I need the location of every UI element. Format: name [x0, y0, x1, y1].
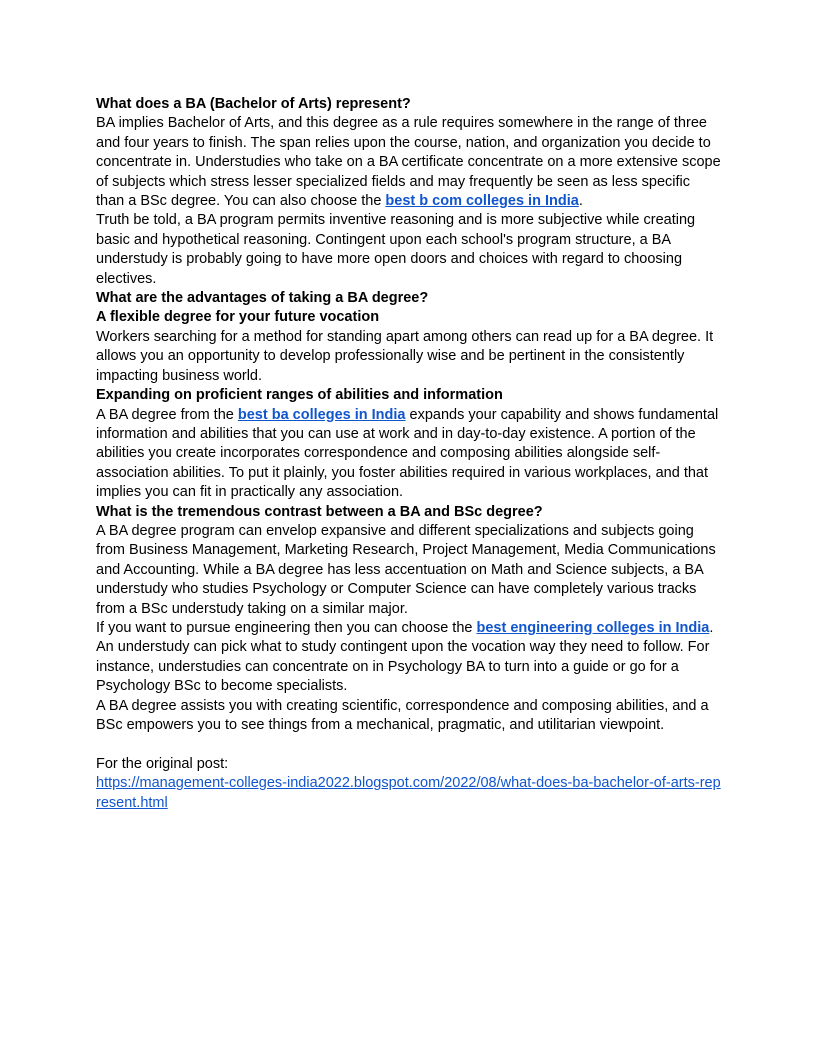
paragraph-flexible-degree: Workers searching for a method for standing apart among others can read up for a BA degree. It allows you an opportunity to develop professionally wise and be pertinent in the consistently impacting business world. — [96, 328, 714, 384]
heading-proficient-abilities: Expanding on proficient ranges of abilities and information — [96, 387, 503, 404]
paragraph-engineering-start: If you want to pursue engineering then you can choose the — [96, 619, 477, 636]
paragraph-vocation: An understudy can pick what to study contingent upon the vocation way they need to follow. For instance, understudies can concentrate on in Psychology BA to turn into a guide or go for a Psychology BSc to become specialists. — [96, 639, 710, 695]
link-best-bcom-colleges[interactable]: best b com colleges in India — [385, 193, 579, 210]
paragraph-abilities — [96, 406, 722, 503]
heading-flexible-degree: A flexible degree for your future vocation — [96, 309, 380, 326]
link-best-engineering-colleges[interactable]: best engineering colleges in India — [476, 619, 710, 636]
heading-ba-represent: What does a BA (Bachelor of Arts) represent? — [96, 96, 411, 112]
heading-ba-vs-bsc: What is the tremendous contrast between a BA and BSc degree? — [96, 503, 543, 520]
paragraph-ba-program: Truth be told, a BA program permits inventive reasoning and is more subjective while creating basic and hypothetical reasoning. Contingent upon each school's program structure, a BA understudy is probably going to have more open doors and choices with regard to choosing electives. — [96, 212, 696, 287]
document-page — [96, 95, 722, 813]
paragraph-ba-skills: A BA degree assists you with creating scientific, correspondence and composing abilities, and a BSc empowers you to see things from a mechanical, pragmatic, and utilitarian viewpoint. — [96, 697, 709, 733]
original-post-link[interactable]: https://management-colleges-india2022.blogspot.com/2022/08/what-does-ba-bachelor-of-arts-represent.html — [96, 775, 721, 811]
paragraph-ba-meaning — [96, 114, 722, 211]
link-best-ba-colleges[interactable]: best ba colleges in India — [237, 406, 406, 423]
paragraph-ba-vs-bsc: A BA degree program can envelop expansive and different specializations and subjects going from Business Management, Marketing Research, Project Management, Media Communications and Accounting. While a BA degree has less accentuation on Math and Science subjects, a BA understudy who studies Psychology or Computer Science can have completely various tracks from a BSc understudy taking on a similar major. — [96, 522, 716, 617]
blank-line — [96, 735, 722, 754]
paragraph-ba-meaning-end: . — [578, 193, 583, 210]
paragraph-abilities-start: A BA degree from the — [96, 406, 238, 423]
heading-advantages: What are the advantages of taking a BA degree? — [96, 290, 429, 307]
original-post-label: For the original post: — [96, 755, 229, 772]
original-post-paragraph — [96, 774, 722, 813]
paragraph-engineering — [96, 619, 722, 638]
paragraph-engineering-end: . — [709, 619, 714, 636]
paragraph-ba-meaning-text: BA implies Bachelor of Arts, and this degree as a rule requires somewhere in the range of three and four years to finish. The span relies upon the course, nation, and organization you decide to concentrate in. Understudies who take on a BA certificate concentrate on a more extensive scope of subjects which stress lesser specialized fields and may frequently be seen as less specific than a BSc degree. You can also choose the — [96, 115, 721, 210]
paragraph-abilities-rest: expands your capability and shows fundamental information and abilities that you can use at work and in day-to-day existence. A portion of the abilities you create incorporates correspondence and composing abilities alongside self-association abilities. To put it plainly, you foster abilities required in various workplaces, and that implies you can fit in practically any association. — [96, 406, 719, 501]
